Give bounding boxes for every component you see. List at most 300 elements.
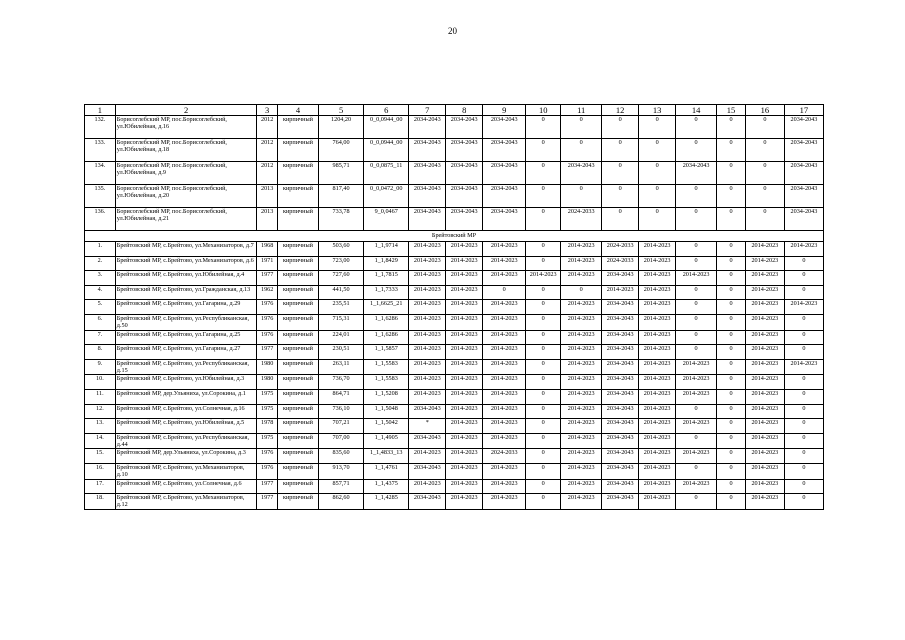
table-cell: 0_0,0944_00: [364, 139, 409, 162]
table-cell: 2014-2023: [745, 300, 784, 315]
table-cell: 2014-2023: [561, 449, 602, 464]
table-cell: 2034-2043: [602, 375, 639, 390]
table-cell: 2034-2043: [446, 185, 483, 208]
table-cell: 2014-2023: [745, 433, 784, 449]
table-cell: 15: [717, 105, 746, 116]
table-cell: 2.: [85, 256, 116, 271]
table-cell: 2014-2023: [446, 314, 483, 330]
table-cell: 0: [526, 242, 561, 257]
table-cell: Брейтовский МР, с.Брейтово, ул.Механизаторов, д.7: [115, 242, 257, 257]
table-cell: 2014-2023: [483, 242, 526, 257]
table-cell: 5: [318, 105, 363, 116]
table-cell: кирпичный: [277, 419, 318, 434]
table-cell: 2034-2043: [602, 419, 639, 434]
table-cell: 2034-2043: [676, 162, 717, 185]
table-cell: 0: [526, 449, 561, 464]
table-cell: 2014-2023: [561, 242, 602, 257]
table-cell: кирпичный: [277, 463, 318, 479]
table-cell: 2014-2023: [745, 375, 784, 390]
table-cell: Брейтовский МР, с.Брейтово, ул.Юбилейная, д.3: [115, 375, 257, 390]
table-cell: Брейтовский МР, с.Брейтово, ул.Гагарина, д.25: [115, 330, 257, 345]
table-cell: 2014-2023: [745, 242, 784, 257]
table-cell: 0: [717, 162, 746, 185]
table-cell: 2014-2023: [409, 256, 446, 271]
table-cell: Борисоглебский МР, пос.Борисоглебский, ул.Юбилейная, д.18: [115, 139, 257, 162]
table-cell: 2014-2023: [745, 389, 784, 404]
table-cell: 2014-2023: [745, 314, 784, 330]
table-cell: 2034-2043: [602, 345, 639, 360]
table-cell: 7.: [85, 330, 116, 345]
table-cell: 2034-2043: [602, 494, 639, 510]
table-cell: 0: [717, 271, 746, 286]
table-cell: 2034-2043: [409, 139, 446, 162]
table-cell: 1978: [257, 419, 278, 434]
table-cell: 2014-2023: [446, 463, 483, 479]
table-cell: 8.: [85, 345, 116, 360]
table-cell: 2014-2023: [745, 359, 784, 375]
table-cell: 2034-2043: [446, 116, 483, 139]
table-cell: 2014-2023: [745, 463, 784, 479]
table-cell: 2014-2023: [483, 330, 526, 345]
table-cell: 864,71: [318, 389, 363, 404]
table-cell: 2034-2043: [602, 479, 639, 494]
table-cell: 2014-2023: [483, 314, 526, 330]
table-cell: 2014-2023: [409, 314, 446, 330]
table-cell: 2034-2043: [784, 116, 823, 139]
table-cell: 1_1,5048: [364, 404, 409, 419]
table-cell: 0: [717, 419, 746, 434]
table-cell: 2034-2043: [409, 404, 446, 419]
table-body: [85, 105, 824, 510]
table-cell: 0: [526, 185, 561, 208]
table-cell: 1976: [257, 314, 278, 330]
table-cell: 2014-2023: [483, 419, 526, 434]
table-cell: 224,01: [318, 330, 363, 345]
table-row: [85, 256, 824, 271]
table-cell: 17.: [85, 479, 116, 494]
table-cell: 0: [784, 494, 823, 510]
table-cell: Брейтовский МР, с.Брейтово, ул.Гражданская, д.13: [115, 285, 257, 300]
table-cell: 0: [526, 285, 561, 300]
table-cell: 835,60: [318, 449, 363, 464]
table-cell: 9_0,0467: [364, 208, 409, 231]
table-row: [85, 314, 824, 330]
table-cell: 2014-2023: [745, 256, 784, 271]
table-cell: 2034-2043: [446, 162, 483, 185]
table-cell: 13.: [85, 419, 116, 434]
table-cell: 2014-2023: [676, 271, 717, 286]
table-cell: 0: [676, 242, 717, 257]
page-number: 20: [448, 26, 457, 36]
table-cell: 1204,20: [318, 116, 363, 139]
table-cell: 817,40: [318, 185, 363, 208]
table-cell: 0: [526, 389, 561, 404]
table-cell: 0: [639, 162, 676, 185]
table-cell: 0: [745, 139, 784, 162]
table-cell: 2014-2023: [676, 449, 717, 464]
table-cell: 0: [717, 359, 746, 375]
table-cell: 2014-2023: [483, 463, 526, 479]
table-cell: 2014-2023: [483, 404, 526, 419]
table-cell: 1_1,4375: [364, 479, 409, 494]
table-cell: 1976: [257, 449, 278, 464]
table-row: [85, 433, 824, 449]
table-cell: 2034-2043: [483, 116, 526, 139]
table-cell: 2014-2023: [745, 404, 784, 419]
table-cell: 0: [784, 389, 823, 404]
table-cell: 2034-2043: [602, 314, 639, 330]
table-cell: 707,21: [318, 419, 363, 434]
table-cell: 0: [526, 330, 561, 345]
table-cell: 2014-2023: [784, 359, 823, 375]
table-cell: 0: [526, 494, 561, 510]
table-cell: 2034-2043: [409, 116, 446, 139]
table-cell: 2014-2023: [446, 494, 483, 510]
table-cell: 1971: [257, 256, 278, 271]
table-cell: 0: [784, 404, 823, 419]
table-cell: 0: [717, 116, 746, 139]
table-cell: 2024-2033: [561, 208, 602, 231]
table-cell: 733,78: [318, 208, 363, 231]
table-cell: 2014-2023: [446, 330, 483, 345]
table-row: [85, 463, 824, 479]
table-cell: 2034-2043: [602, 359, 639, 375]
table-cell: *: [409, 419, 446, 434]
table-row: [85, 271, 824, 286]
table-row: [85, 139, 824, 162]
table-cell: 0: [717, 285, 746, 300]
table-cell: 0: [602, 139, 639, 162]
table-cell: 2014-2023: [561, 314, 602, 330]
table-cell: 2034-2043: [784, 185, 823, 208]
table-cell: 0: [717, 208, 746, 231]
table-cell: 136.: [85, 208, 116, 231]
table-cell: 0: [676, 463, 717, 479]
table-cell: 1975: [257, 404, 278, 419]
table-cell: 2014-2023: [483, 256, 526, 271]
table-cell: 0: [526, 300, 561, 315]
table-cell: 1_1,6625_21: [364, 300, 409, 315]
table-cell: 715,31: [318, 314, 363, 330]
table-cell: 0: [784, 271, 823, 286]
table-cell: 0: [676, 256, 717, 271]
table-cell: 0: [784, 285, 823, 300]
table-cell: 0: [784, 463, 823, 479]
table-cell: 17: [784, 105, 823, 116]
table-cell: 2014-2023: [561, 389, 602, 404]
table-cell: 2014-2023: [409, 375, 446, 390]
table-cell: 0: [784, 314, 823, 330]
table-cell: 2034-2043: [409, 463, 446, 479]
table-cell: 1_1,6286: [364, 314, 409, 330]
table-cell: 0: [717, 300, 746, 315]
table-cell: 0: [602, 208, 639, 231]
table-row: [85, 389, 824, 404]
table-cell: 0: [784, 375, 823, 390]
table-cell: 2012: [257, 116, 278, 139]
table-cell: 2014-2023: [784, 242, 823, 257]
table-cell: 2034-2043: [483, 185, 526, 208]
table-cell: 0: [717, 463, 746, 479]
table-cell: 2013: [257, 185, 278, 208]
table-cell: 18.: [85, 494, 116, 510]
header-row: [85, 105, 824, 116]
table-cell: 134.: [85, 162, 116, 185]
table-cell: 2014-2023: [446, 300, 483, 315]
table-cell: 2014-2023: [446, 479, 483, 494]
table-cell: 2024-2033: [483, 449, 526, 464]
table-cell: кирпичный: [277, 433, 318, 449]
table-cell: 0: [784, 330, 823, 345]
table-cell: кирпичный: [277, 479, 318, 494]
table-cell: 2014-2023: [446, 433, 483, 449]
table-cell: Брейтовский МР, с.Брейтово, ул.Республиканская, д.50: [115, 314, 257, 330]
table-cell: 2014-2023: [639, 404, 676, 419]
table-cell: 727,60: [318, 271, 363, 286]
table-cell: 0: [526, 375, 561, 390]
table-cell: 0: [784, 479, 823, 494]
table-cell: 9.: [85, 359, 116, 375]
table-cell: 0: [784, 449, 823, 464]
table-cell: 0: [639, 116, 676, 139]
table-cell: 0: [717, 404, 746, 419]
table-cell: 707,00: [318, 433, 363, 449]
table-row: [85, 116, 824, 139]
table-row: [85, 419, 824, 434]
table-cell: кирпичный: [277, 449, 318, 464]
table-cell: 862,60: [318, 494, 363, 510]
table-cell: 0: [676, 330, 717, 345]
table-cell: 857,71: [318, 479, 363, 494]
table-cell: кирпичный: [277, 359, 318, 375]
table-cell: 2014-2023: [409, 389, 446, 404]
table-cell: 2034-2043: [602, 300, 639, 315]
table-cell: 2034-2043: [409, 208, 446, 231]
table-cell: кирпичный: [277, 208, 318, 231]
table-cell: 1977: [257, 479, 278, 494]
table-cell: 1.: [85, 242, 116, 257]
table-cell: 2014-2023: [639, 494, 676, 510]
section-row: [85, 231, 824, 242]
table-cell: 1976: [257, 330, 278, 345]
table-cell: 16.: [85, 463, 116, 479]
table-cell: 2: [115, 105, 257, 116]
table-cell: Борисоглебский МР, пос.Борисоглебский, ул.Юбилейная, д.9: [115, 162, 257, 185]
table-cell: 2014-2023: [446, 242, 483, 257]
table-cell: 10: [526, 105, 561, 116]
table-cell: 0: [745, 208, 784, 231]
table-cell: 2014-2023: [745, 345, 784, 360]
table-cell: 0: [676, 300, 717, 315]
table-cell: 2014-2023: [639, 330, 676, 345]
table-cell: 736,10: [318, 404, 363, 419]
table-cell: Брейтовский МР, с.Брейтово, ул.Солнечная, д.6: [115, 479, 257, 494]
table-cell: 2034-2043: [602, 433, 639, 449]
table-cell: Брейтовский МР, с.Брейтово, ул.Юбилейная, д.5: [115, 419, 257, 434]
table-cell: 2014-2023: [745, 419, 784, 434]
table-cell: 2014-2023: [483, 433, 526, 449]
table-cell: 736,70: [318, 375, 363, 390]
table-cell: 2014-2023: [639, 345, 676, 360]
table-cell: 2014-2023: [561, 419, 602, 434]
table-cell: 0: [676, 314, 717, 330]
table-cell: 2014-2023: [639, 242, 676, 257]
table-cell: 985,71: [318, 162, 363, 185]
table-cell: Брейтовский МР, с.Брейтово, ул.Юбилейная, д.4: [115, 271, 257, 286]
table-cell: 2034-2043: [602, 330, 639, 345]
table-cell: 2014-2023: [526, 271, 561, 286]
table-cell: 2014-2023: [446, 345, 483, 360]
table-cell: 2034-2043: [409, 162, 446, 185]
table-cell: кирпичный: [277, 256, 318, 271]
table-cell: 0_0,0472_00: [364, 185, 409, 208]
table-cell: 2034-2043: [784, 162, 823, 185]
table-cell: 2014-2023: [483, 345, 526, 360]
table-cell: 2014-2023: [561, 330, 602, 345]
table-cell: 2014-2023: [745, 330, 784, 345]
table-cell: 764,00: [318, 139, 363, 162]
table-cell: 2014-2023: [639, 449, 676, 464]
table-cell: 0: [745, 185, 784, 208]
table-cell: 0: [602, 162, 639, 185]
table-cell: 0_0,0875_11: [364, 162, 409, 185]
table-cell: 503,60: [318, 242, 363, 257]
table-cell: 0: [526, 162, 561, 185]
table-cell: 0: [717, 479, 746, 494]
table-cell: 2014-2023: [483, 479, 526, 494]
table-cell: 0: [784, 433, 823, 449]
table-cell: 12.: [85, 404, 116, 419]
table-cell: 0: [561, 285, 602, 300]
table-row: [85, 285, 824, 300]
table-cell: 0: [483, 285, 526, 300]
table-cell: 913,70: [318, 463, 363, 479]
table-cell: 2014-2023: [745, 271, 784, 286]
table-cell: 0: [526, 479, 561, 494]
table-cell: 2014-2023: [446, 449, 483, 464]
table-cell: 263,11: [318, 359, 363, 375]
table-cell: 2014-2023: [483, 389, 526, 404]
table-cell: Борисоглебский МР, пос.Борисоглебский, ул.Юбилейная, д.21: [115, 208, 257, 231]
table-cell: 0: [602, 185, 639, 208]
table-cell: 2034-2043: [784, 208, 823, 231]
table-cell: кирпичный: [277, 494, 318, 510]
table-cell: 441,50: [318, 285, 363, 300]
table-cell: 2034-2043: [483, 139, 526, 162]
table-cell: 2014-2023: [639, 359, 676, 375]
table-cell: 5.: [85, 300, 116, 315]
table-cell: 0: [717, 389, 746, 404]
table-row: [85, 494, 824, 510]
table-cell: 0: [526, 139, 561, 162]
table-cell: кирпичный: [277, 375, 318, 390]
table-row: [85, 449, 824, 464]
table-cell: 13: [639, 105, 676, 116]
table-cell: 235,51: [318, 300, 363, 315]
table-cell: 0: [676, 185, 717, 208]
table-cell: 0: [676, 139, 717, 162]
table-cell: 0: [745, 162, 784, 185]
table-cell: Брейтовский МР, с.Брейтово, ул.Механизаторов, д.12: [115, 494, 257, 510]
table-cell: 2014-2023: [676, 359, 717, 375]
table-cell: 2014-2023: [483, 494, 526, 510]
table-cell: 0: [526, 404, 561, 419]
table-cell: 2014-2023: [676, 389, 717, 404]
table-cell: 0: [526, 208, 561, 231]
table-cell: 2024-2033: [602, 256, 639, 271]
table-cell: 0: [717, 375, 746, 390]
table-cell: 1_1,5208: [364, 389, 409, 404]
table-cell: 2014-2023: [561, 433, 602, 449]
table-cell: 2034-2043: [483, 162, 526, 185]
table-cell: 12: [602, 105, 639, 116]
table-cell: 2014-2023: [745, 285, 784, 300]
table-cell: 0: [561, 116, 602, 139]
table-cell: 6.: [85, 314, 116, 330]
table-cell: кирпичный: [277, 271, 318, 286]
table-cell: 2014-2023: [676, 375, 717, 390]
table-cell: 1975: [257, 433, 278, 449]
table-cell: 0: [717, 330, 746, 345]
table-cell: 2014-2023: [446, 359, 483, 375]
table-cell: 4.: [85, 285, 116, 300]
table-cell: 132.: [85, 116, 116, 139]
table-cell: 2014-2023: [639, 300, 676, 315]
table-cell: 2034-2043: [483, 208, 526, 231]
table-cell: 2034-2043: [602, 389, 639, 404]
table-cell: 2014-2023: [561, 494, 602, 510]
table-cell: 0: [676, 285, 717, 300]
table-cell: Борисоглебский МР, пос.Борисоглебский, ул.Юбилейная, д.16: [115, 116, 257, 139]
table-cell: 2014-2023: [639, 314, 676, 330]
table-cell: 2014-2023: [561, 463, 602, 479]
table-cell: 0: [639, 208, 676, 231]
table-cell: 14: [676, 105, 717, 116]
table-cell: 230,51: [318, 345, 363, 360]
table-cell: 6: [364, 105, 409, 116]
table-cell: 0: [784, 419, 823, 434]
table-cell: 2014-2023: [561, 271, 602, 286]
table-cell: 2014-2023: [409, 242, 446, 257]
table-row: [85, 359, 824, 375]
table-cell: 2012: [257, 162, 278, 185]
table-cell: 1980: [257, 359, 278, 375]
table-cell: 133.: [85, 139, 116, 162]
table-cell: 1_1,4285: [364, 494, 409, 510]
table-cell: 2014-2023: [446, 389, 483, 404]
table-row: [85, 345, 824, 360]
table-cell: 1976: [257, 300, 278, 315]
table-cell: 11.: [85, 389, 116, 404]
table-cell: 2014-2023: [745, 494, 784, 510]
table-cell: 0: [717, 345, 746, 360]
table-cell: 0: [526, 463, 561, 479]
table-cell: 0: [717, 449, 746, 464]
table-cell: 2014-2023: [483, 271, 526, 286]
table-cell: 1: [85, 105, 116, 116]
table-cell: 0: [561, 185, 602, 208]
table-cell: кирпичный: [277, 345, 318, 360]
table-cell: 2014-2023: [639, 389, 676, 404]
table-cell: 2014-2023: [745, 449, 784, 464]
table-row: [85, 375, 824, 390]
table-cell: кирпичный: [277, 139, 318, 162]
table-cell: 3.: [85, 271, 116, 286]
table-cell: 723,00: [318, 256, 363, 271]
table-cell: 7: [409, 105, 446, 116]
table-cell: кирпичный: [277, 300, 318, 315]
table-cell: кирпичный: [277, 404, 318, 419]
